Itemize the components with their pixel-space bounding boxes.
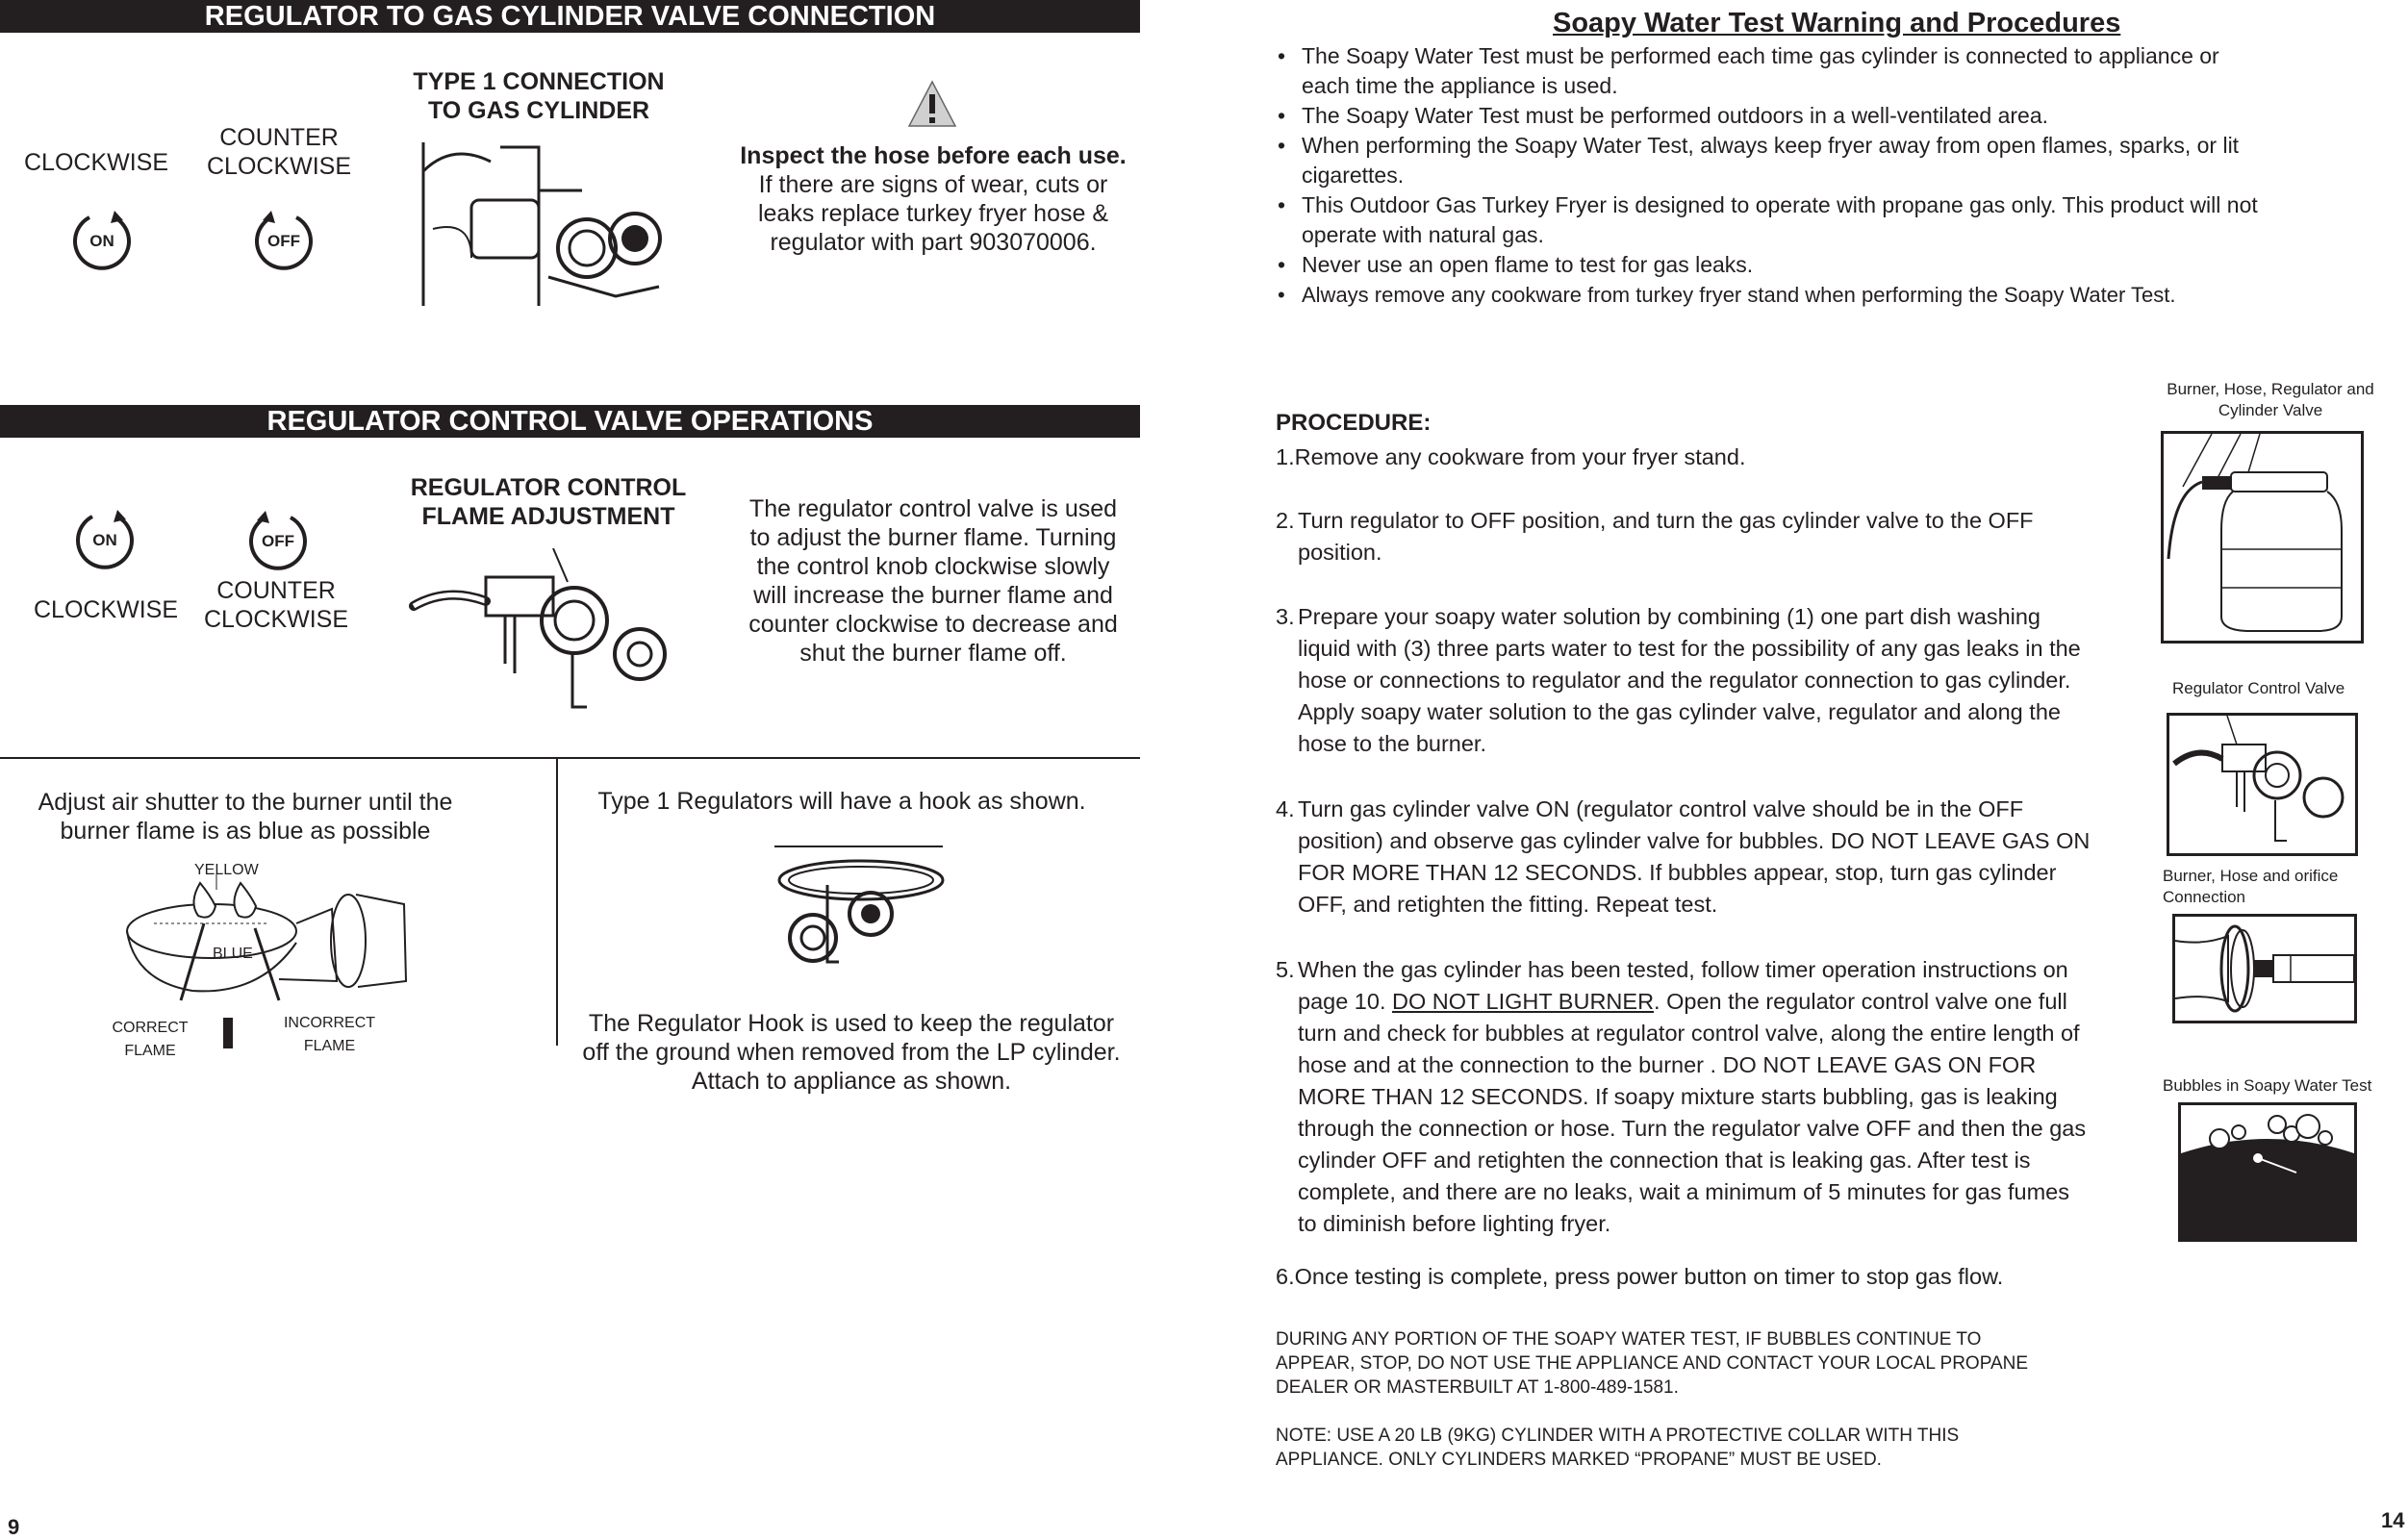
bullet-line: • The Soapy Water Test must be performed each time gas cylinder is connected to appliance or xyxy=(1302,43,2219,68)
page-number-right: 14 xyxy=(2381,1508,2405,1532)
bullet-item xyxy=(1276,101,2408,131)
caption-line: Cylinder Valve xyxy=(2218,401,2323,419)
flame-title-line2: FLAME ADJUSTMENT xyxy=(421,503,675,530)
hook-line: Attach to appliance as shown. xyxy=(691,1068,1012,1095)
figure-burner-orifice xyxy=(2172,914,2357,1023)
note-line: APPLIANCE. ONLY CYLINDERS MARKED “PROPANE” MUST BE USED. xyxy=(1276,1450,1882,1470)
step-line: hose to the burner. xyxy=(1298,731,1486,756)
step-line: to diminish before lighting fryer. xyxy=(1298,1211,1611,1236)
horizontal-divider xyxy=(0,757,1140,759)
step-3 xyxy=(1276,601,2137,760)
counter-line1: COUNTER xyxy=(216,577,336,604)
warning-bold-line: Inspect the hose before each use. xyxy=(740,142,1127,169)
bullet-line: each time the appliance is used. xyxy=(1302,73,1618,98)
section-header-connection: REGULATOR TO GAS CYLINDER VALVE CONNECTION xyxy=(0,0,1140,33)
caption-line: Connection xyxy=(2163,888,2246,906)
step-line: FOR MORE THAN 12 SECONDS. If bubbles appear, stop, turn gas cylinder xyxy=(1298,860,2057,885)
desc-line: will increase the burner flame and xyxy=(753,582,1113,609)
type1-title-line2: TO GAS CYLINDER xyxy=(427,97,650,124)
incorrect-line2: FLAME xyxy=(303,1038,356,1054)
incorrect-flame-label xyxy=(279,1012,380,1058)
bullet-item xyxy=(1276,190,2408,250)
counter-clockwise-label xyxy=(190,576,363,634)
step-line: When the gas cylinder has been tested, follow timer operation instructions on xyxy=(1298,957,2068,982)
step-number: 4. xyxy=(1276,796,1295,821)
desc-line: The regulator control valve is used xyxy=(748,495,1118,522)
step-line: MORE THAN 12 SECONDS. If soapy mixture starts bubbling, gas is leaking xyxy=(1298,1084,2058,1109)
step-line: position) and observe gas cylinder valve for bubbles. DO NOT LEAVE GAS ON xyxy=(1298,828,2091,853)
regulator-hook-illustration xyxy=(770,837,948,991)
step-number: 3. xyxy=(1276,604,1295,629)
step-text: page 10. xyxy=(1298,989,1393,1014)
section-header-control-valve: REGULATOR CONTROL VALVE OPERATIONS xyxy=(0,405,1140,438)
bullet-line: • When performing the Soapy Water Test, always keep fryer away from open flames, sparks, or lit xyxy=(1302,133,2240,158)
step-2 xyxy=(1276,505,2137,568)
step-line: Turn gas cylinder valve ON (regulator control valve should be in the OFF xyxy=(1298,796,2024,821)
procedure-label: PROCEDURE: xyxy=(1276,410,1432,436)
figure-cylinder-valve xyxy=(2161,431,2364,644)
hose-inspection-warning xyxy=(717,141,1150,257)
step-line: Apply soapy water solution to the gas cylinder valve, regulator and along the xyxy=(1298,699,2061,724)
cylinder-note xyxy=(1276,1424,1959,1472)
clockwise-label: CLOCKWISE xyxy=(34,596,179,623)
step-6: 6.Once testing is complete, press power button on timer to stop gas flow. xyxy=(1276,1264,2004,1289)
vertical-divider xyxy=(556,759,558,1046)
off-dial-label: OFF xyxy=(262,532,294,550)
warning-line: regulator with part 903070006. xyxy=(770,229,1097,256)
warning-line: If there are signs of wear, cuts or xyxy=(758,171,1108,198)
step-line: cylinder OFF and retighten the connection that is leaking gas. After test is xyxy=(1298,1148,2031,1173)
step-line: Prepare your soapy water solution by combining (1) one part dish washing xyxy=(1298,604,2041,629)
step-line: Turn regulator to OFF position, and turn the gas cylinder valve to the OFF xyxy=(1298,508,2034,533)
counter-clockwise-label xyxy=(192,123,366,181)
step-line: hose and at the connection to the burner . DO NOT LEAVE GAS ON FOR xyxy=(1298,1052,2037,1077)
step-4 xyxy=(1276,794,2137,921)
note-line: NOTE: USE A 20 LB (9KG) CYLINDER WITH A PROTECTIVE COLLAR WITH THIS xyxy=(1276,1426,1960,1446)
bullet-line: operate with natural gas. xyxy=(1302,222,1544,247)
bullet-line: • Never use an open flame to test for gas leaks. xyxy=(1302,252,1754,277)
desc-line: shut the burner flame off. xyxy=(799,640,1067,667)
flame-title-line1: REGULATOR CONTROL xyxy=(410,474,687,501)
figure-soapy-bubbles xyxy=(2178,1102,2357,1242)
on-dial-icon xyxy=(73,509,137,572)
regulator-control-illustration xyxy=(409,548,678,717)
step-line xyxy=(1298,986,2137,1018)
bullet-item xyxy=(1276,250,2408,280)
step-5 xyxy=(1276,954,2137,1240)
step-line: turn and check for bubbles at regulator control valve, along the entire length of xyxy=(1298,1021,2080,1046)
air-line: Adjust air shutter to the burner until the xyxy=(38,789,453,816)
step-line: OFF, and retighten the fitting. Repeat test. xyxy=(1298,892,1718,917)
counter-line1: COUNTER xyxy=(219,124,339,151)
step-line: position. xyxy=(1298,540,1382,565)
type1-title-line1: TYPE 1 CONNECTION xyxy=(413,68,665,95)
warning-line: DURING ANY PORTION OF THE SOAPY WATER TEST, IF BUBBLES CONTINUE TO xyxy=(1276,1329,1982,1350)
type1-connection-title xyxy=(394,67,683,125)
hook-description xyxy=(563,1009,1140,1096)
warning-triangle-icon xyxy=(907,79,957,129)
counter-line2: CLOCKWISE xyxy=(206,153,352,180)
air-shutter-instruction xyxy=(10,788,481,846)
desc-line: to adjust the burner flame. Turning xyxy=(749,524,1117,551)
desc-line: counter clockwise to decrease and xyxy=(748,611,1118,638)
flame-adjustment-title xyxy=(394,473,702,531)
clockwise-label: CLOCKWISE xyxy=(24,149,169,176)
step-text: . Open the regulator control valve one full xyxy=(1654,989,2067,1014)
step-line: liquid with (3) three parts water to test for the possibility of any gas leaks in the xyxy=(1298,636,2081,661)
warning-line: APPEAR, STOP, DO NOT USE THE APPLIANCE AND CONTACT YOUR LOCAL PROPANE xyxy=(1276,1353,2029,1374)
air-line: burner flame is as blue as possible xyxy=(60,818,431,845)
soapy-test-title: Soapy Water Test Warning and Procedures xyxy=(1553,8,2121,38)
step-line: hose or connections to regulator and the regulator connection to gas cylinder. xyxy=(1298,668,2071,693)
counter-line2: CLOCKWISE xyxy=(203,606,349,633)
off-dial-label: OFF xyxy=(267,232,300,250)
leak-warning-text xyxy=(1276,1327,2028,1400)
step-line: complete, and there are no leaks, wait a minimum of 5 minutes for gas fumes xyxy=(1298,1179,2069,1204)
warning-line: leaks replace turkey fryer hose & xyxy=(757,200,1109,227)
hook-line: off the ground when removed from the LP cylinder. xyxy=(582,1039,1121,1066)
correct-flame-label xyxy=(104,1017,196,1063)
fig-caption-orifice xyxy=(2163,866,2338,908)
control-valve-description xyxy=(722,494,1145,668)
correct-line2: FLAME xyxy=(124,1043,176,1059)
bullet-line: • The Soapy Water Test must be performed outdoors in a well-ventilated area. xyxy=(1302,103,2049,128)
bullet-line: • This Outdoor Gas Turkey Fryer is designed to operate with propane gas only. This product will not xyxy=(1302,192,2258,217)
bullet-item xyxy=(1276,131,2408,190)
hook-line: The Regulator Hook is used to keep the regulator xyxy=(588,1010,1115,1037)
yellow-flame-label: YELLOW xyxy=(194,862,259,878)
bullet-item xyxy=(1276,41,2408,101)
cylinder-connection-illustration xyxy=(414,133,666,316)
on-dial-icon xyxy=(70,210,134,273)
correct-line1: CORRECT xyxy=(112,1020,189,1036)
warning-line: DEALER OR MASTERBUILT AT 1-800-489-1581. xyxy=(1276,1377,1679,1398)
fig-caption-burner-hose xyxy=(2145,379,2395,421)
figure-regulator-control-valve xyxy=(2167,713,2358,856)
fig-caption-regulator: Regulator Control Valve xyxy=(2172,679,2345,697)
do-not-light-burner: DO NOT LIGHT BURNER xyxy=(1392,989,1655,1014)
on-dial-label: ON xyxy=(92,531,117,549)
caption-line: Burner, Hose and orifice xyxy=(2163,867,2339,885)
bullet-item xyxy=(1276,280,2408,310)
off-dial-icon xyxy=(252,210,316,273)
bullet-line: • Always remove any cookware from turkey fryer stand when performing the Soapy Water Test. xyxy=(1302,283,2176,307)
incorrect-line1: INCORRECT xyxy=(283,1015,376,1031)
fig-caption-bubbles: Bubbles in Soapy Water Test xyxy=(2163,1076,2372,1095)
warning-bullet-list xyxy=(1276,41,2408,310)
step-number: 5. xyxy=(1276,957,1295,982)
off-dial-icon xyxy=(246,510,310,573)
desc-line: the control knob clockwise slowly xyxy=(756,553,1110,580)
bullet-line: cigarettes. xyxy=(1302,163,1405,188)
caption-line: Burner, Hose, Regulator and xyxy=(2167,380,2374,398)
hook-title: Type 1 Regulators will have a hook as shown. xyxy=(597,788,1086,815)
on-dial-label: ON xyxy=(89,232,114,250)
step-line: through the connection or hose. Turn the regulator valve OFF and then the gas xyxy=(1298,1116,2087,1141)
step-1: 1.Remove any cookware from your fryer stand. xyxy=(1276,444,1746,469)
page-number-left: 9 xyxy=(8,1515,20,1539)
blue-flame-label: BLUE xyxy=(213,946,253,962)
step-number: 2. xyxy=(1276,508,1295,533)
